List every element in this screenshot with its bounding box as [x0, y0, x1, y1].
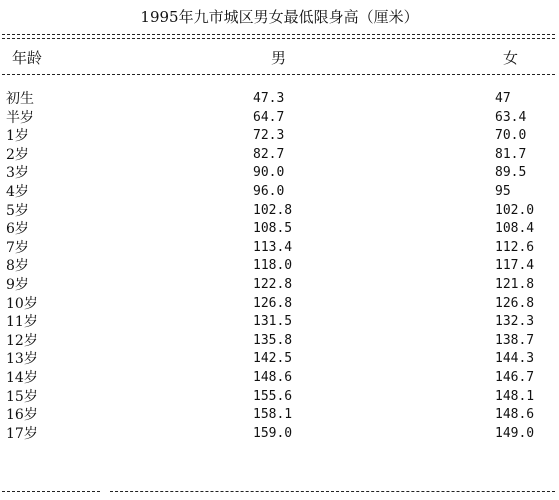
table-row: [0, 109, 559, 128]
table-row: [0, 220, 559, 239]
age-cell: 12岁: [6, 332, 38, 349]
female-height-cell: 108.4: [495, 221, 535, 237]
table-row: [0, 425, 559, 444]
male-height-cell: 148.6: [253, 369, 293, 385]
age-cell: 5岁: [6, 202, 29, 219]
female-height-cell: 112.6: [495, 239, 535, 255]
male-height-cell: 90.0: [253, 165, 285, 181]
female-height-cell: 132.3: [495, 314, 535, 330]
age-cell: 6岁: [6, 221, 29, 238]
male-height-cell: 102.8: [253, 202, 293, 218]
male-height-cell: 96.0: [253, 183, 285, 199]
age-cell: 2岁: [6, 146, 29, 163]
male-height-cell: 108.5: [253, 221, 293, 237]
female-height-cell: 148.6: [495, 407, 535, 423]
female-height-cell: 148.1: [495, 388, 535, 404]
male-height-cell: 155.6: [253, 388, 293, 404]
male-column-header: 男: [271, 49, 287, 67]
table-row: [0, 183, 559, 202]
table-row: [0, 202, 559, 221]
age-cell: 11岁: [6, 314, 38, 331]
male-height-cell: 82.7: [253, 146, 285, 162]
female-height-cell: 146.7: [495, 369, 535, 385]
table-row: [0, 313, 559, 332]
male-height-cell: 122.8: [253, 276, 293, 292]
age-cell: 9岁: [6, 276, 29, 293]
table-row: [0, 90, 559, 109]
age-cell: 3岁: [6, 165, 29, 182]
table-title: 1995年九市城区男女最低限身高（厘米）: [140, 8, 419, 26]
age-cell: 14岁: [6, 369, 38, 386]
male-height-cell: 64.7: [253, 109, 285, 125]
male-height-cell: 113.4: [253, 239, 293, 255]
female-height-cell: 138.7: [495, 332, 535, 348]
top-rule-inner: [2, 38, 555, 39]
female-height-cell: 47: [495, 91, 511, 106]
bottom-rule-right: [110, 491, 555, 492]
female-column-header: 女: [503, 49, 519, 67]
male-height-cell: 72.3: [253, 128, 285, 144]
age-cell: 17岁: [6, 425, 38, 442]
female-height-cell: 149.0: [495, 425, 535, 441]
table-row: [0, 388, 559, 407]
table-row: [0, 276, 559, 295]
table-row: [0, 257, 559, 276]
age-cell: 半岁: [6, 109, 34, 126]
bottom-rule-left: [2, 491, 100, 492]
table-body: [0, 90, 559, 443]
age-cell: 4岁: [6, 183, 29, 200]
female-height-cell: 102.0: [495, 202, 535, 218]
female-height-cell: 89.5: [495, 165, 527, 181]
table-row: [0, 164, 559, 183]
female-height-cell: 121.8: [495, 276, 535, 292]
table-row: [0, 332, 559, 351]
female-height-cell: 63.4: [495, 109, 527, 125]
age-cell: 7岁: [6, 239, 29, 256]
table-row: [0, 146, 559, 165]
table-row: [0, 239, 559, 258]
male-height-cell: 142.5: [253, 351, 293, 367]
age-cell: 初生: [6, 91, 34, 107]
top-rule: [2, 34, 555, 35]
female-height-cell: 126.8: [495, 295, 535, 311]
female-height-cell: 70.0: [495, 128, 527, 144]
age-cell: 1岁: [6, 128, 29, 145]
age-cell: 16岁: [6, 407, 38, 424]
table-row: [0, 350, 559, 369]
age-cell: 15岁: [6, 388, 38, 405]
male-height-cell: 47.3: [253, 91, 285, 106]
male-height-cell: 135.8: [253, 332, 293, 348]
male-height-cell: 118.0: [253, 258, 293, 274]
female-height-cell: 81.7: [495, 146, 527, 162]
table-row: [0, 406, 559, 425]
table-row: [0, 127, 559, 146]
table-row: [0, 295, 559, 314]
male-height-cell: 158.1: [253, 407, 293, 423]
female-height-cell: 117.4: [495, 258, 535, 274]
age-cell: 10岁: [6, 295, 38, 312]
male-height-cell: 159.0: [253, 425, 293, 441]
table-row: [0, 369, 559, 388]
header-rule: [2, 74, 555, 75]
male-height-cell: 131.5: [253, 314, 293, 330]
female-height-cell: 144.3: [495, 351, 535, 367]
age-cell: 8岁: [6, 258, 29, 275]
female-height-cell: 95: [495, 183, 511, 199]
male-height-cell: 126.8: [253, 295, 293, 311]
age-column-header: 年龄: [12, 49, 43, 67]
age-cell: 13岁: [6, 351, 38, 368]
